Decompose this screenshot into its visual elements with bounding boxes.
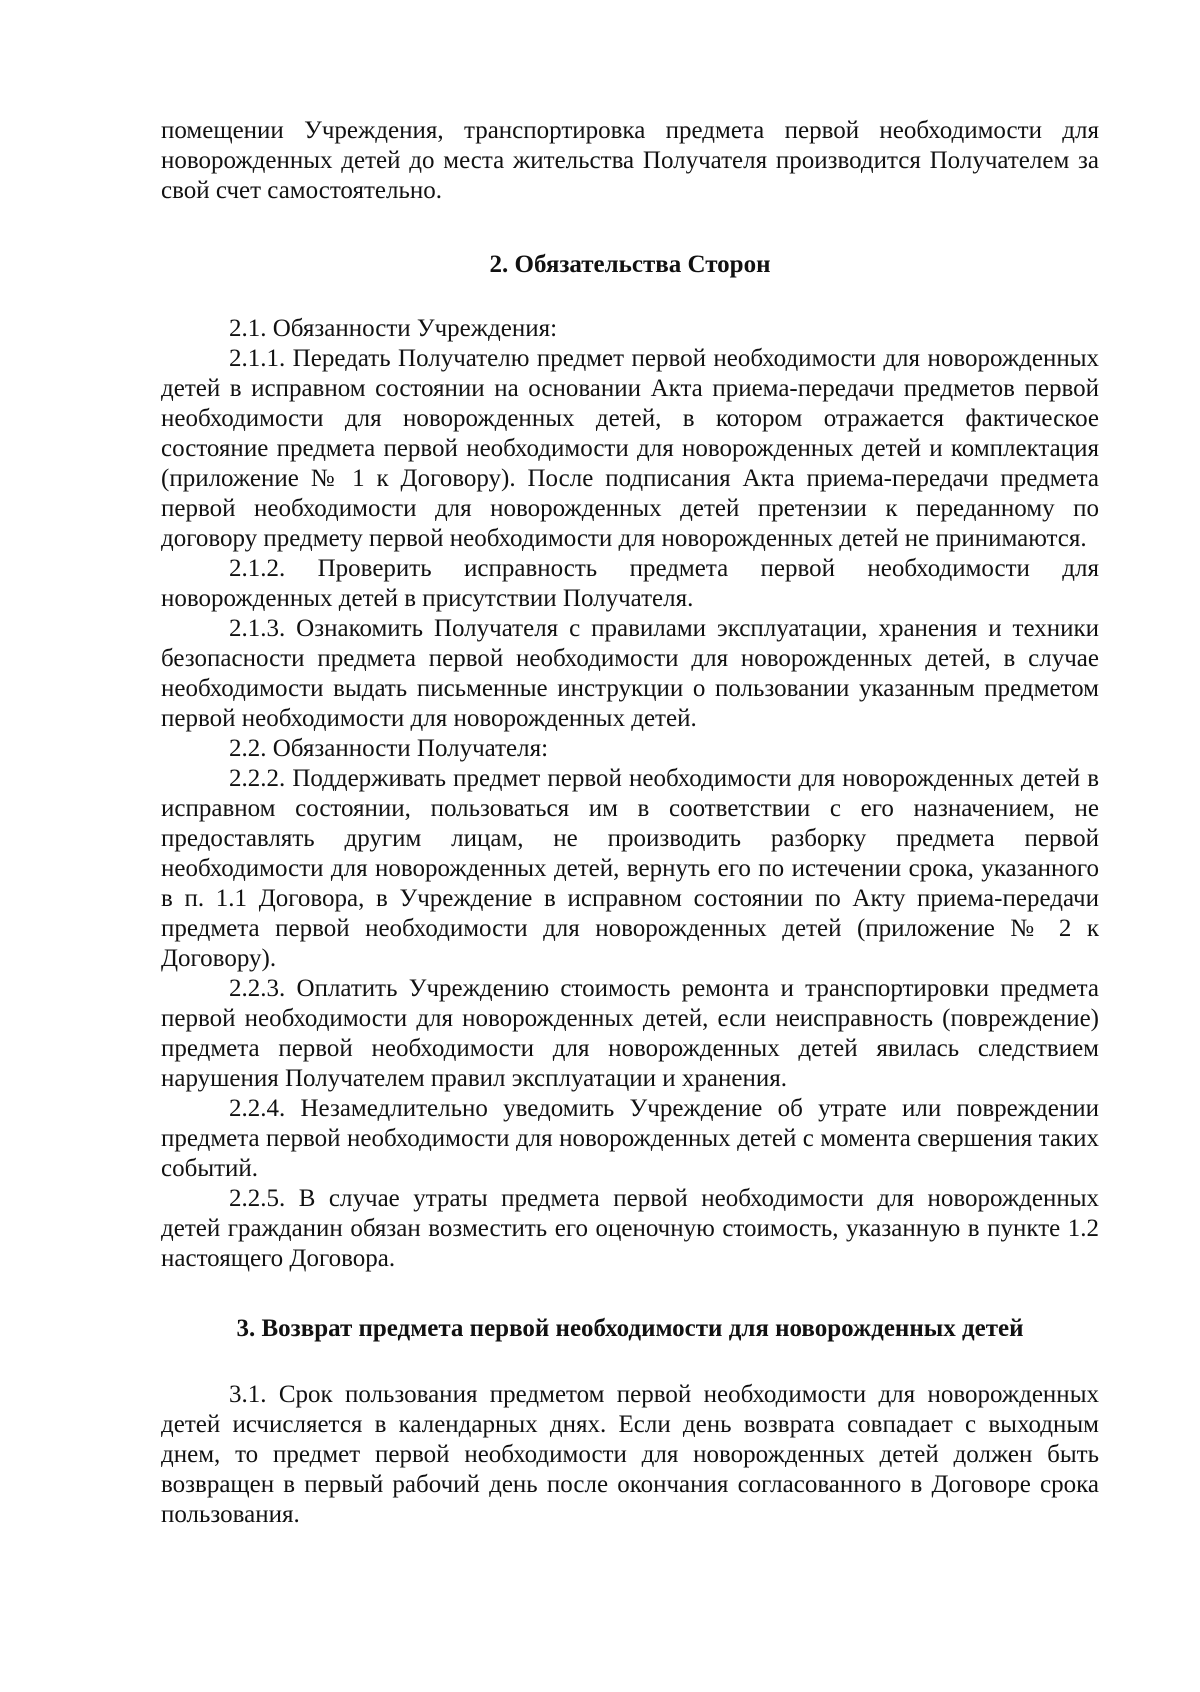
clause-2-2: 2.2. Обязанности Получателя:: [229, 735, 549, 762]
clause-2-2-2: 2.2.2. Поддерживать предмет первой необходимости для новорожденных детей в исправном состоянии, пользоваться им в соответствии с его назначением, не предоставлять другим лицам, не производить разборку предмета первой необходимости для новорожденных детей, вернуть его по истечении срока, указанного в п. 1.1 Договора, в Учреждение в исправном состоянии по Акту приема-передачи предмета первой необходимости для новорожденных детей (приложение № 2 к Договору).: [161, 765, 1099, 972]
clause-3-1: 3.1. Срок пользования предметом первой необходимости для новорожденных детей исчисляется в календарных днях. Если день возврата совпадает с выходным днем, то предмет первой необходимости для новорожденных детей должен быть возвращен в первый рабочий день после окончания согласованного в Договоре срока пользования.: [161, 1381, 1099, 1528]
intro-paragraph: помещении Учреждения, транспортировка предмета первой необходимости для новорожденных детей до места жительства Получателя производится Получателем за свой счет самостоятельно.: [161, 117, 1099, 204]
section-3-title: 3. Возврат предмета первой необходимости для новорожденных детей: [236, 1315, 1024, 1342]
clause-2-1-2: 2.1.2. Проверить исправность предмета первой необходимости для новорожденных детей в присутствии Получателя.: [161, 555, 1099, 612]
document-page: [161, 116, 1099, 1530]
section-2-title: 2. Обязательства Сторон: [489, 251, 771, 278]
clause-2-1: 2.1. Обязанности Учреждения:: [229, 315, 558, 342]
clause-2-1-3: 2.1.3. Ознакомить Получателя с правилами эксплуатации, хранения и техники безопасности предмета первой необходимости для новорожденных детей, в случае необходимости выдать письменные инструкции о пользовании указанным предметом первой необходимости для новорожденных детей.: [161, 615, 1099, 732]
clause-2-1-1: 2.1.1. Передать Получателю предмет первой необходимости для новорожденных детей в исправном состоянии на основании Акта приема-передачи предметов первой необходимости для новорожденных детей, в котором отражается фактическое состояние предмета первой необходимости для новорожденных детей и комплектация (приложение № 1 к Договору). После подписания Акта приема-передачи предмета первой необходимости для новорожденных детей претензии к переданному по договору предмету первой необходимости для новорожденных детей не принимаются.: [161, 345, 1099, 552]
clause-2-2-5: 2.2.5. В случае утраты предмета первой необходимости для новорожденных детей гражданин обязан возместить его оценочную стоимость, указанную в пункте 1.2 настоящего Договора.: [161, 1185, 1099, 1272]
clause-2-2-3: 2.2.3. Оплатить Учреждению стоимость ремонта и транспортировки предмета первой необходимости для новорожденных детей, если неисправность (повреждение) предмета первой необходимости для новорожденных детей явилась следствием нарушения Получателем правил эксплуатации и хранения.: [161, 975, 1099, 1092]
clause-2-2-4: 2.2.4. Незамедлительно уведомить Учреждение об утрате или повреждении предмета первой необходимости для новорожденных детей с момента свершения таких событий.: [161, 1095, 1099, 1182]
